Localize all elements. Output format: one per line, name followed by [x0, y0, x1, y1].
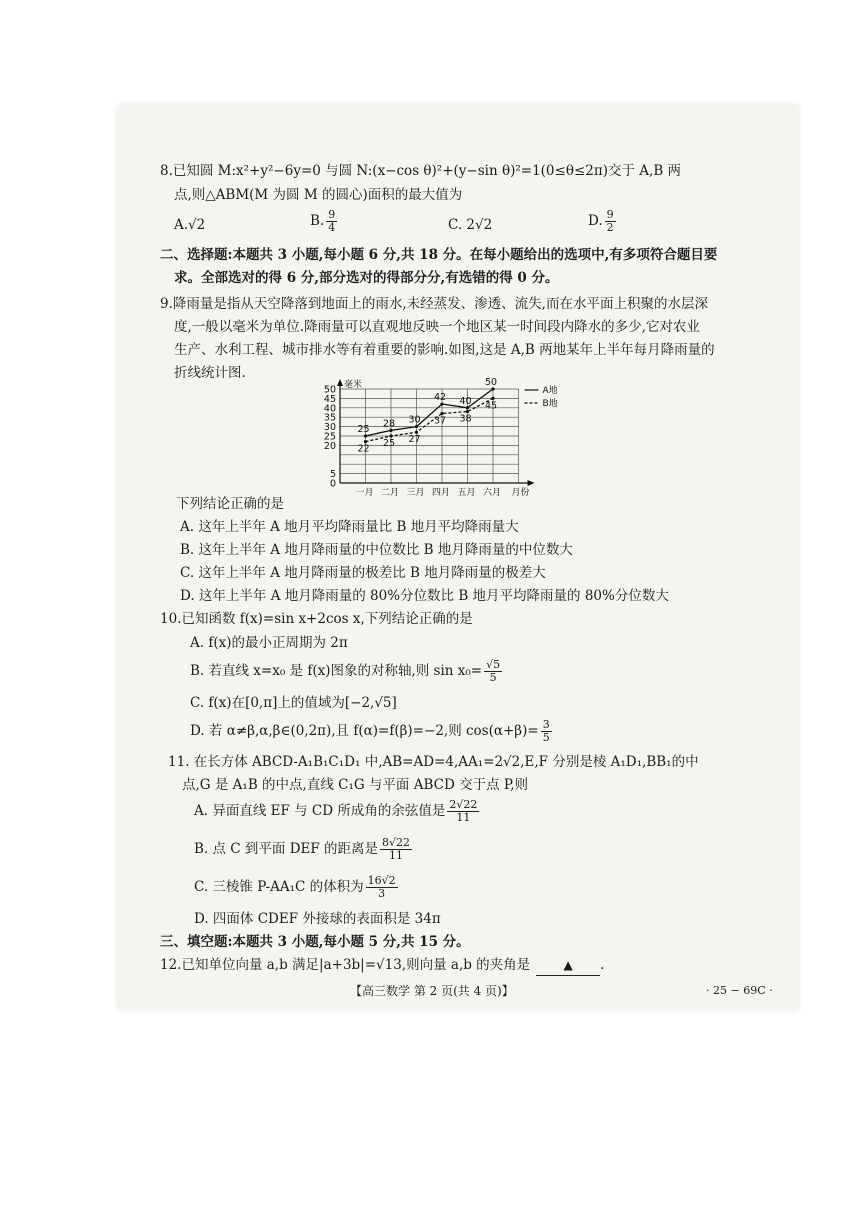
y-tick-label: 50 — [323, 384, 336, 396]
x-tick-label: 四月 — [431, 488, 451, 498]
q8-option-d: D. $\frac{9}{2}$ — [588, 208, 614, 234]
exam-code: · 25 − 69C · — [706, 984, 773, 997]
data-label: 50 — [484, 377, 498, 388]
y-tick-label: 30 — [323, 422, 336, 434]
legend-label: A地 — [542, 386, 558, 396]
q11-line1: 11. 在长方体 ABCD-A₁B₁C₁D₁ 中,AB=AD=4,AA₁=2√2,E,F 分别是棱 A₁D₁,BB₁的中 — [168, 754, 699, 770]
data-label: 25 — [382, 438, 396, 449]
data-label: 37 — [433, 415, 447, 427]
q8-line2: 点,则△ABM(M 为圆 M 的圆心)面积的最大值为 — [174, 187, 463, 203]
x-tick-label: 二月 — [380, 488, 400, 498]
x-axis-arrow — [528, 480, 535, 486]
q8-option-b: B. $\frac{9}{4}$ — [310, 208, 336, 234]
x-tick-label: 六月 — [482, 488, 502, 498]
data-label: 25 — [357, 424, 370, 435]
q9-line4: 折线统计图. — [174, 365, 246, 381]
y-tick-label: 45 — [323, 393, 336, 405]
data-label: 30 — [408, 414, 421, 426]
q10-stem: 10.已知函数 f(x)=sin x+2cos x,下列结论正确的是 — [160, 611, 473, 627]
q11-option-a: A. 异面直线 EF 与 CD 所成角的余弦值是 $\frac{2√22}{11}$ — [194, 798, 478, 824]
page-footer: 【高三数学 第 2 页(共 4 页)】 — [350, 984, 514, 998]
data-label: 27 — [408, 434, 421, 446]
q9-line2: 度,一般以毫米为单位.降雨量可以直观地反映一个地区某一时间段内降水的多少,它对农业 — [174, 319, 700, 335]
q11-option-c: C. 三棱锥 P-AA₁C 的体积为 $\frac{16√2}{3}$ — [194, 874, 396, 900]
q10-option-b: B. 若直线 x=x₀ 是 f(x)图象的对称轴,则 sin x₀= $\frac{√5}{5}$ — [190, 658, 501, 684]
y-tick-label: 35 — [323, 412, 336, 424]
y-tick-label: 25 — [323, 431, 336, 443]
data-label: 45 — [484, 400, 498, 412]
q12-stem: 12.已知单位向量 a,b 满足|a+3b|=√13,则向量 a,b 的夹角是 ▲ . — [160, 955, 604, 976]
data-label: 40 — [459, 395, 472, 407]
q9-line3: 生产、水利工程、城市排水等有着重要的影响.如图,这是 A,B 两地某年上半年每月降雨量的 — [174, 342, 715, 358]
q8-line1: 8.已知圆 M:x²+y²−6y=0 与圆 N:(x−cos θ)²+(y−sin θ)²=1(0≤θ≤2π)交于 A,B 两 — [160, 163, 682, 179]
section2-heading-line1: 二、选择题:本题共 3 小题,每小题 6 分,共 18 分。在每小题给出的选项中,有多项符合题目要 — [160, 247, 718, 263]
q10-option-a: A. f(x)的最小正周期为 2π — [190, 635, 348, 651]
data-label: 28 — [382, 418, 396, 430]
q10-option-c: C. f(x)在[0,π]上的值域为[−2,√5] — [190, 695, 397, 711]
q8-option-c: C. 2√2 — [448, 217, 493, 233]
y-axis-label: 毫米 — [344, 380, 363, 390]
q9-option-a: A. 这年上半年 A 地月平均降雨量比 B 地月平均降雨量大 — [180, 519, 519, 535]
q9-option-b: B. 这年上半年 A 地月降雨量的中位数比 B 地月降雨量的中位数大 — [180, 542, 573, 558]
q11-option-b: B. 点 C 到平面 DEF 的距离是 $\frac{8√22}{11}$ — [194, 836, 411, 862]
q8-option-a: A.√2 — [174, 217, 206, 233]
data-label: 42 — [433, 392, 447, 404]
q11-option-d: D. 四面体 CDEF 外接球的表面积是 34π — [194, 911, 441, 927]
q11-line2: 点,G 是 A₁B 的中点,直线 C₁G 与平面 ABCD 交于点 P,则 — [182, 777, 529, 793]
y-axis-arrow — [337, 379, 343, 386]
y-tick-label: 5 — [329, 469, 336, 481]
data-label: 22 — [357, 443, 370, 455]
y-tick-label: 0 — [329, 478, 336, 490]
q9-prompt: 下列结论正确的是 — [176, 496, 284, 512]
x-tick-label: 五月 — [457, 488, 476, 498]
rainfall-line-chart — [308, 373, 608, 498]
data-label: 38 — [459, 413, 472, 425]
q9-option-c: C. 这年上半年 A 地月降雨量的极差比 B 地月降雨量的极差大 — [180, 565, 546, 581]
q10-option-d: D. 若 α≠β,α,β∈(0,2π),且 f(α)=f(β)=−2,则 cos(α+β)= $\frac{3}{5}$ — [190, 718, 550, 744]
section2-heading-line2: 求。全部选对的得 6 分,部分选对的得部分分,有选错的得 0 分。 — [174, 270, 559, 286]
q9-line1: 9.降雨量是指从天空降落到地面上的雨水,未经蒸发、渗透、流失,而在水平面上积聚的水层深 — [160, 296, 708, 312]
x-tick-label: 一月 — [355, 488, 374, 498]
answer-blank: ▲ — [536, 955, 600, 976]
exam-page — [118, 105, 798, 1010]
legend-label: B地 — [542, 399, 558, 409]
q9-option-d: D. 这年上半年 A 地月降雨量的 80%分位数比 B 地月平均降雨量的 80%分位数大 — [180, 588, 669, 604]
x-tick-label: 三月 — [406, 488, 425, 498]
y-tick-label: 20 — [323, 440, 336, 452]
y-tick-label: 40 — [323, 403, 336, 415]
section3-heading: 三、填空题:本题共 3 小题,每小题 5 分,共 15 分。 — [160, 934, 470, 950]
x-axis-label: 月份 — [511, 488, 530, 498]
